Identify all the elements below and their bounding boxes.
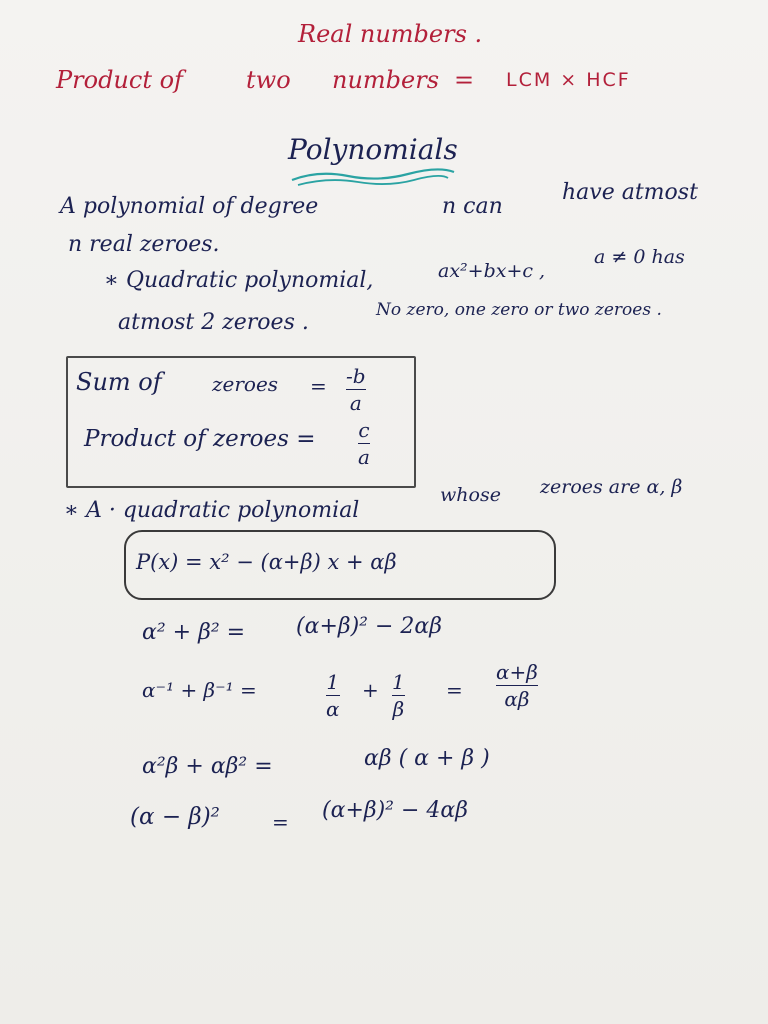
quad-zeroes-line-b: whose xyxy=(440,484,501,506)
def-line-2: n real zeroes. xyxy=(68,232,220,257)
section-title-polynomials: Polynomials xyxy=(288,133,458,166)
identity-4-lhs: (α − β)² xyxy=(130,804,220,830)
product-fraction xyxy=(358,420,370,467)
fraction-bar xyxy=(496,685,538,686)
identity-2-plus: + xyxy=(362,678,379,702)
fraction-bar xyxy=(392,695,405,696)
identity-4-rhs: (α+β)² − 4αβ xyxy=(322,798,468,823)
quad-line-3b: ax²+bx+c , xyxy=(438,260,546,282)
frac-2-numerator: 1 xyxy=(392,670,405,694)
px-formula: P(x) = x² − (α+β) x + αβ xyxy=(136,550,397,574)
quad-zeroes-line-c: zeroes are α, β xyxy=(540,476,683,498)
def-line-1b: n can xyxy=(442,194,503,219)
product-label: Product of zeroes = xyxy=(84,426,316,452)
identity-2-equals: = xyxy=(446,678,463,702)
product-numerator: c xyxy=(358,418,370,442)
identity-2-frac-1 xyxy=(326,672,340,719)
def-line-1c: have atmost xyxy=(562,180,698,205)
title-underline xyxy=(288,166,458,188)
quad-line-4a: atmost 2 zeroes . xyxy=(118,310,309,335)
lcm-text-mid: two xyxy=(246,66,291,94)
frac-1-denominator: α xyxy=(326,697,340,721)
fraction-bar xyxy=(358,443,370,444)
product-denominator: a xyxy=(358,445,370,469)
frac-3-denominator: αβ xyxy=(504,687,530,711)
identity-2-frac-2 xyxy=(392,672,405,719)
identity-2-lhs: α⁻¹ + β⁻¹ = xyxy=(142,678,257,702)
identity-3-lhs: α²β + αβ² = xyxy=(142,754,273,779)
frac-1-numerator: 1 xyxy=(326,670,340,694)
quad-line-3a: ∗ Quadratic polynomial, xyxy=(104,268,374,293)
sum-label: Sum of xyxy=(76,368,162,396)
page-heading: Real numbers . xyxy=(298,20,483,48)
sum-label-2: zeroes xyxy=(212,372,279,396)
fraction-bar xyxy=(346,389,366,390)
quad-line-3c: a ≠ 0 has xyxy=(594,246,685,268)
quad-zeroes-line-a: ∗ A · quadratic polynomial xyxy=(64,498,360,523)
frac-3-numerator: α+β xyxy=(496,660,538,684)
identity-1-lhs: α² + β² = xyxy=(142,620,246,645)
lcm-text-right: numbers xyxy=(332,66,440,94)
sum-fraction xyxy=(346,366,366,413)
identity-4-equals: = xyxy=(272,810,289,834)
frac-2-denominator: β xyxy=(392,697,405,721)
lcm-rhs: LCM × HCF xyxy=(506,69,631,91)
def-line-1a: A polynomial of degree xyxy=(60,194,319,219)
lcm-equals: = xyxy=(454,66,475,94)
sum-denominator: a xyxy=(349,391,362,415)
identity-1-rhs: (α+β)² − 2αβ xyxy=(296,614,442,639)
sum-numerator: -b xyxy=(346,364,366,388)
lcm-text-left: Product of xyxy=(56,66,183,94)
identity-2-frac-3 xyxy=(496,662,538,709)
identity-3-rhs: αβ ( α + β ) xyxy=(364,746,490,771)
fraction-bar xyxy=(326,695,340,696)
sum-equals: = xyxy=(310,374,327,398)
quad-line-4b: No zero, one zero or two zeroes . xyxy=(376,300,662,320)
